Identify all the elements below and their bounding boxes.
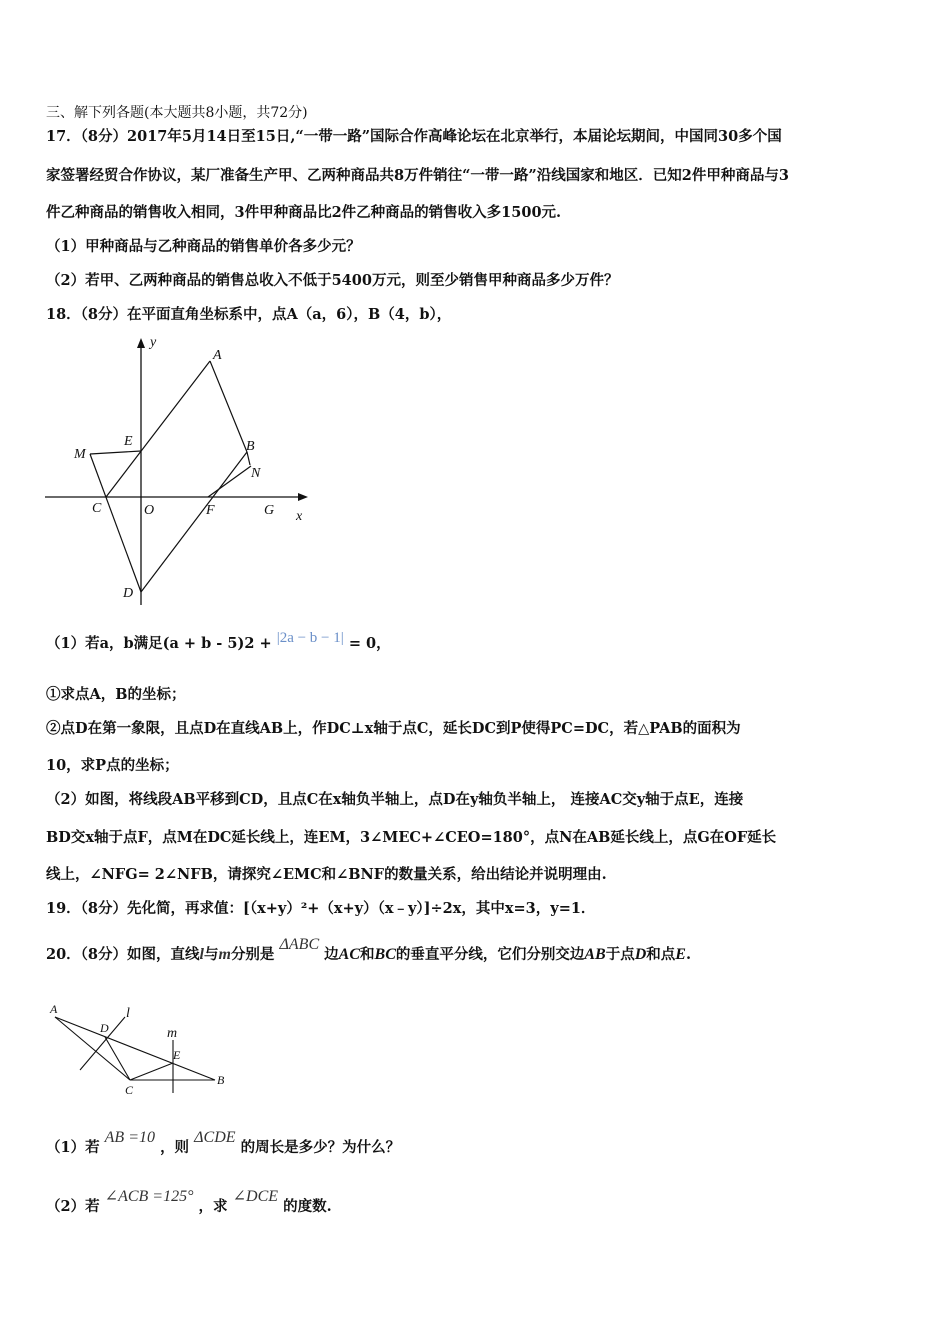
q18-sub2-cont: 10，求P点的坐标； — [46, 757, 179, 774]
q20-text-f: 的垂直平分线，它们分别交边 — [395, 946, 585, 963]
q17-line3: 件乙种商品的销售收入相同，3件甲种商品比2件乙种商品的销售收入多1500元. — [46, 204, 562, 221]
label-y: y — [150, 335, 157, 350]
label-C: C — [125, 1083, 134, 1097]
segment-EC — [130, 1063, 173, 1080]
q20-text-d: 边 — [324, 946, 339, 963]
section-title: 三、解下列各题(本大题共8小题，共72分) — [46, 105, 308, 121]
abs-expression: |2a − b − 1| — [276, 630, 344, 646]
label-O: O — [144, 503, 155, 518]
q18-part1 — [46, 630, 391, 654]
q20-text-b: 与 — [203, 946, 219, 963]
q20-part2-text-a: （2）若 — [46, 1198, 100, 1215]
label-x: x — [296, 509, 303, 524]
segment-MD — [90, 454, 141, 592]
label-F: F — [206, 503, 215, 518]
label-M: M — [74, 447, 86, 462]
label-A: A — [50, 1002, 58, 1016]
q20-part2-text-c: 的度数. — [283, 1198, 332, 1215]
q20-triangle-cde: ΔCDE — [194, 1129, 236, 1146]
q18-part1-end: = 0， — [348, 635, 391, 652]
q20-angle-acb: ∠ACB =125° — [104, 1188, 194, 1205]
label-N: N — [251, 466, 261, 481]
q17-part2: （2）若甲、乙两种商品的销售总收入不低于5400万元，则至少销售甲种商品多少万件？ — [46, 272, 619, 289]
q20-angle-dce: ∠DCE — [232, 1188, 279, 1205]
segment-BD — [141, 452, 247, 592]
q20-triangle-figure — [40, 995, 240, 1100]
label-m: m — [167, 1026, 178, 1041]
q20-part1-text-c: 的周长是多少？为什么？ — [240, 1139, 401, 1156]
q20-ab: AB — [584, 946, 606, 963]
label-l: l — [126, 1006, 130, 1021]
q20-part2 — [46, 1188, 332, 1217]
q20-line1 — [46, 936, 691, 965]
q20-line-m: m — [218, 946, 231, 963]
q20-ac: AC — [338, 946, 361, 963]
q20-text-a: 20．（8分）如图，直线 — [46, 946, 200, 963]
y-axis-arrow — [137, 338, 145, 348]
q20-ab-eq-10: AB =10 — [104, 1129, 155, 1146]
q18-sub2: ②点D在第一象限，且点D在直线AB上，作DC⊥x轴于点C，延长DC到P使得PC=DC，若△PAB的面积为 — [46, 720, 741, 737]
q20-e: E — [675, 946, 686, 963]
segment-AB — [55, 1017, 215, 1080]
q20-text-h: 和点 — [646, 946, 676, 963]
q17-line1: 17．（8分）2017年5月14日至15日,“一带一路”国际合作高峰论坛在北京举行，本届论坛期间，中国同30多个国 — [46, 128, 782, 145]
q20-part2-text-b: ，求 — [198, 1198, 228, 1215]
label-D: D — [100, 1021, 109, 1035]
segment-DC — [105, 1037, 130, 1080]
label-B: B — [246, 439, 255, 454]
q18-part2-line2: BD交x轴于点F，点M在DC延长线上，连EM，3∠MEC+∠CEO=180°，点N在AB延长线上，点G在OF延长 — [46, 829, 777, 846]
q18-line1: 18．（8分）在平面直角坐标系中，点A（a，6），B（4，b）， — [46, 306, 452, 323]
label-G: G — [264, 503, 275, 518]
q18-part2-line3: 线上，∠NFG= 2∠NFB，请探究∠EMC和∠BNF的数量关系，给出结论并说明理由. — [46, 866, 607, 883]
q20-line-l: l — [199, 946, 204, 963]
q20-text-e: 和 — [360, 946, 375, 963]
label-C: C — [92, 501, 102, 516]
q17-part1: （1）甲种商品与乙种商品的销售单价各多少元？ — [46, 238, 361, 255]
label-E: E — [173, 1048, 181, 1062]
q20-bc: BC — [374, 946, 396, 963]
segment-AB — [210, 361, 247, 452]
label-A: A — [213, 348, 222, 363]
q18-coordinate-figure — [40, 330, 320, 610]
q18-part2-line1: （2）如图，将线段AB平移到CD，且点C在x轴负半轴上，点D在y轴负半轴上， 连接AC交y轴于点E，连接 — [46, 791, 744, 808]
segment-ME — [90, 451, 141, 454]
q20-part1-text-b: ，则 — [160, 1139, 190, 1156]
q17-line2: 家签署经贸合作协议，某厂准备生产甲、乙两种商品共8万件销往“一带一路”沿线国家和地区．已知2件甲种商品与3 — [46, 167, 789, 184]
label-D: D — [123, 586, 134, 601]
q20-part1-text-a: （1）若 — [46, 1139, 100, 1156]
segment-CA — [106, 361, 210, 497]
q20-text-c: 分别是 — [230, 946, 275, 963]
label-B: B — [217, 1073, 225, 1087]
segment-FN — [208, 466, 251, 497]
q20-d: D — [634, 946, 647, 963]
x-axis-arrow — [298, 493, 308, 501]
q20-triangle-abc: ΔABC — [279, 936, 320, 953]
label-E: E — [124, 434, 133, 449]
q20-text-i: . — [685, 946, 691, 963]
q19-line1: 19．（8分）先化简，再求值：[（x+y）²+（x+y）（x﹣y）]÷2x，其中x=3，y=1． — [46, 900, 596, 917]
segment-AC — [55, 1017, 130, 1080]
q18-part1-text: （1）若a，b满足(a + b - 5)2 + — [46, 635, 272, 652]
q18-sub1: ①求点A，B的坐标； — [46, 686, 186, 703]
q20-part1 — [46, 1129, 401, 1158]
q20-text-g: 于点 — [605, 946, 635, 963]
